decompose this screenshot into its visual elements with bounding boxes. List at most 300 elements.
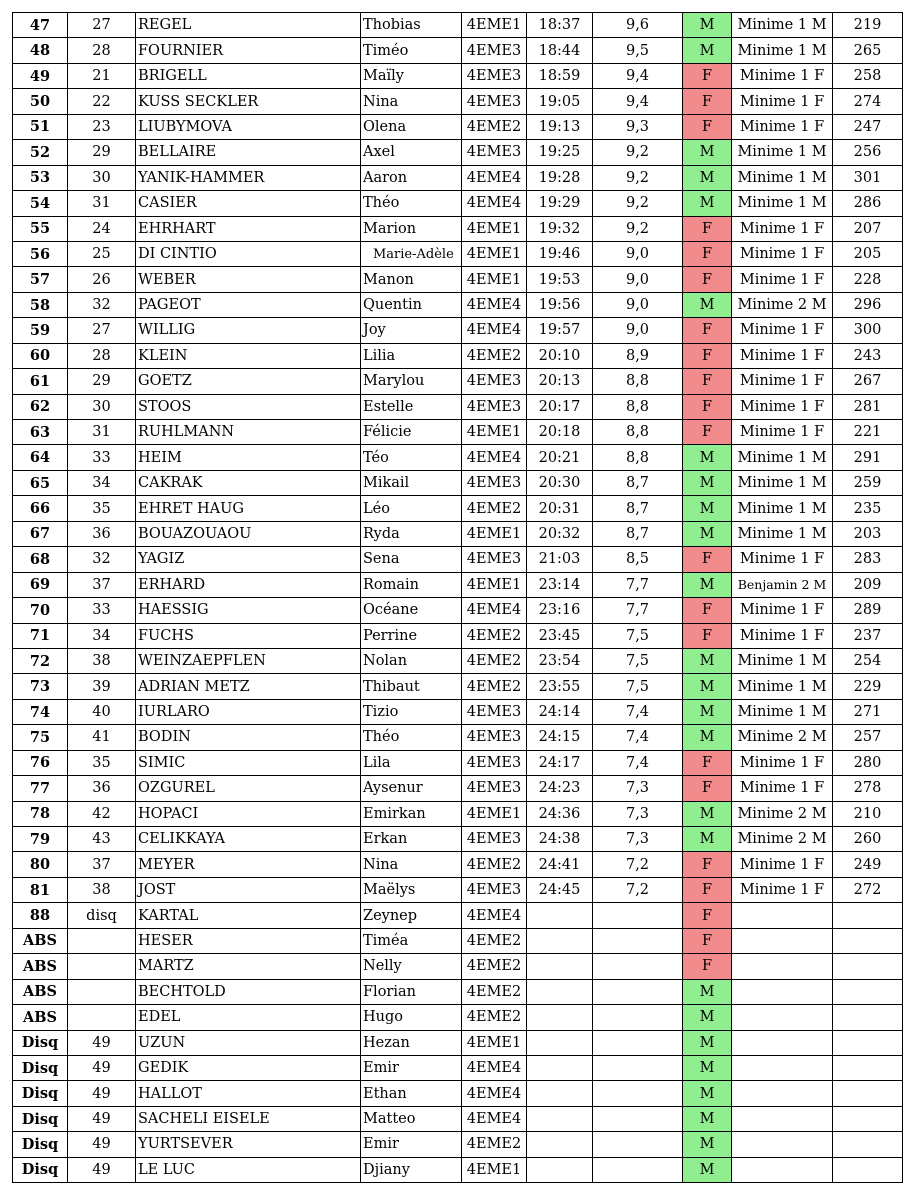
bib-number-cell: 207 [833, 216, 903, 241]
rank-cell: 78 [13, 801, 68, 826]
first-name-cell: Emirkan [361, 801, 462, 826]
speed-cell: 8,8 [593, 420, 683, 445]
category-cell: Minime 1 F [732, 267, 833, 292]
sex-cell: M [683, 1005, 732, 1030]
category-rank-cell: 49 [68, 1157, 136, 1182]
time-cell: 24:14 [527, 699, 593, 724]
last-name-cell: CASIER [136, 191, 361, 216]
first-name-cell: Thobias [361, 13, 462, 38]
class-cell: 4EME4 [462, 292, 527, 317]
sex-cell: M [683, 165, 732, 190]
sex-cell: F [683, 114, 732, 139]
bib-number-cell: 265 [833, 38, 903, 63]
last-name-cell: HALLOT [136, 1081, 361, 1106]
last-name-cell: ADRIAN METZ [136, 674, 361, 699]
speed-cell [593, 928, 683, 953]
first-name-cell: Aaron [361, 165, 462, 190]
category-cell: Minime 1 F [732, 216, 833, 241]
bib-number-cell [833, 1106, 903, 1131]
sex-cell: F [683, 877, 732, 902]
category-rank-cell: 49 [68, 1132, 136, 1157]
table-row [13, 801, 903, 826]
sex-cell: F [683, 318, 732, 343]
speed-cell: 8,8 [593, 369, 683, 394]
bib-number-cell: 257 [833, 725, 903, 750]
bib-number-cell: 278 [833, 776, 903, 801]
time-cell: 19:05 [527, 89, 593, 114]
class-cell: 4EME1 [462, 521, 527, 546]
last-name-cell: HESER [136, 928, 361, 953]
time-cell: 19:13 [527, 114, 593, 139]
sex-cell: F [683, 216, 732, 241]
category-cell [732, 1055, 833, 1080]
speed-cell: 8,8 [593, 445, 683, 470]
bib-number-cell: 229 [833, 674, 903, 699]
sex-cell: F [683, 89, 732, 114]
class-cell: 4EME4 [462, 445, 527, 470]
bib-number-cell: 283 [833, 547, 903, 572]
table-row [13, 292, 903, 317]
table-row [13, 394, 903, 419]
sex-cell: M [683, 292, 732, 317]
first-name-cell: Ryda [361, 521, 462, 546]
class-cell: 4EME1 [462, 216, 527, 241]
category-cell: Minime 1 F [732, 776, 833, 801]
speed-cell: 7,5 [593, 648, 683, 673]
speed-cell: 7,7 [593, 572, 683, 597]
rank-cell: Disq [13, 1055, 68, 1080]
category-rank-cell: 42 [68, 801, 136, 826]
time-cell: 19:56 [527, 292, 593, 317]
rank-cell: ABS [13, 1005, 68, 1030]
class-cell: 4EME3 [462, 827, 527, 852]
bib-number-cell: 286 [833, 191, 903, 216]
category-rank-cell: 27 [68, 318, 136, 343]
table-row [13, 674, 903, 699]
table-row [13, 903, 903, 928]
time-cell: 19:32 [527, 216, 593, 241]
table-row [13, 1081, 903, 1106]
bib-number-cell [833, 1055, 903, 1080]
first-name-cell: Erkan [361, 827, 462, 852]
rank-cell: 80 [13, 852, 68, 877]
first-name-cell: Lilia [361, 343, 462, 368]
class-cell: 4EME4 [462, 191, 527, 216]
rank-cell: 58 [13, 292, 68, 317]
rank-cell: 60 [13, 343, 68, 368]
bib-number-cell: 243 [833, 343, 903, 368]
category-cell [732, 928, 833, 953]
sex-cell: M [683, 801, 732, 826]
category-cell: Minime 1 M [732, 38, 833, 63]
category-rank-cell: 24 [68, 216, 136, 241]
class-cell: 4EME3 [462, 89, 527, 114]
bib-number-cell: 258 [833, 63, 903, 88]
time-cell [527, 1030, 593, 1055]
speed-cell [593, 1081, 683, 1106]
speed-cell: 8,9 [593, 343, 683, 368]
bib-number-cell [833, 1081, 903, 1106]
first-name-cell: Mikail [361, 470, 462, 495]
rank-cell: 67 [13, 521, 68, 546]
category-rank-cell [68, 928, 136, 953]
time-cell [527, 1005, 593, 1030]
category-cell: Minime 2 M [732, 292, 833, 317]
first-name-cell: Nolan [361, 648, 462, 673]
table-row [13, 114, 903, 139]
last-name-cell: LE LUC [136, 1157, 361, 1182]
sex-cell: M [683, 827, 732, 852]
bib-number-cell: 274 [833, 89, 903, 114]
table-row [13, 191, 903, 216]
table-row [13, 725, 903, 750]
table-row [13, 343, 903, 368]
category-rank-cell: 29 [68, 369, 136, 394]
category-rank-cell: 39 [68, 674, 136, 699]
table-row [13, 140, 903, 165]
last-name-cell: EHRET HAUG [136, 496, 361, 521]
last-name-cell: YANIK-HAMMER [136, 165, 361, 190]
category-cell: Minime 1 F [732, 598, 833, 623]
category-rank-cell: 49 [68, 1081, 136, 1106]
class-cell: 4EME1 [462, 1030, 527, 1055]
category-cell [732, 954, 833, 979]
speed-cell: 9,6 [593, 13, 683, 38]
first-name-cell: Estelle [361, 394, 462, 419]
table-row [13, 750, 903, 775]
category-rank-cell: 31 [68, 420, 136, 445]
speed-cell: 9,2 [593, 140, 683, 165]
category-rank-cell [68, 1005, 136, 1030]
category-cell: Minime 1 M [732, 191, 833, 216]
category-cell: Minime 1 F [732, 750, 833, 775]
category-cell: Minime 2 M [732, 827, 833, 852]
speed-cell [593, 1055, 683, 1080]
category-rank-cell: 30 [68, 394, 136, 419]
category-rank-cell: 43 [68, 827, 136, 852]
class-cell: 4EME4 [462, 598, 527, 623]
time-cell [527, 1055, 593, 1080]
category-rank-cell: 21 [68, 63, 136, 88]
table-row [13, 241, 903, 266]
speed-cell: 9,0 [593, 292, 683, 317]
class-cell: 4EME3 [462, 63, 527, 88]
first-name-cell: Océane [361, 598, 462, 623]
sex-cell: M [683, 1157, 732, 1182]
time-cell: 24:15 [527, 725, 593, 750]
class-cell: 4EME4 [462, 165, 527, 190]
sex-cell: M [683, 38, 732, 63]
category-cell: Benjamin 2 M [732, 572, 833, 597]
time-cell: 20:13 [527, 369, 593, 394]
first-name-cell: Maëlys [361, 877, 462, 902]
bib-number-cell [833, 954, 903, 979]
table-row [13, 267, 903, 292]
last-name-cell: PAGEOT [136, 292, 361, 317]
first-name-cell: Tizio [361, 699, 462, 724]
last-name-cell: BODIN [136, 725, 361, 750]
first-name-cell: Emir [361, 1055, 462, 1080]
class-cell: 4EME3 [462, 369, 527, 394]
sex-cell: F [683, 394, 732, 419]
category-cell: Minime 1 M [732, 445, 833, 470]
table-row [13, 318, 903, 343]
category-cell: Minime 1 M [732, 470, 833, 495]
rank-cell: 70 [13, 598, 68, 623]
table-row [13, 445, 903, 470]
last-name-cell: KLEIN [136, 343, 361, 368]
category-rank-cell: 49 [68, 1055, 136, 1080]
category-rank-cell: 34 [68, 623, 136, 648]
sex-cell: M [683, 572, 732, 597]
class-cell: 4EME3 [462, 38, 527, 63]
sex-cell: M [683, 1132, 732, 1157]
time-cell: 19:29 [527, 191, 593, 216]
rank-cell: 76 [13, 750, 68, 775]
time-cell [527, 954, 593, 979]
table-row [13, 216, 903, 241]
rank-cell: 74 [13, 699, 68, 724]
class-cell: 4EME1 [462, 267, 527, 292]
sex-cell: F [683, 598, 732, 623]
bib-number-cell: 209 [833, 572, 903, 597]
last-name-cell: KARTAL [136, 903, 361, 928]
last-name-cell: UZUN [136, 1030, 361, 1055]
speed-cell [593, 1030, 683, 1055]
time-cell: 19:57 [527, 318, 593, 343]
class-cell: 4EME3 [462, 394, 527, 419]
category-rank-cell: 30 [68, 165, 136, 190]
first-name-cell: Félicie [361, 420, 462, 445]
sex-cell: F [683, 241, 732, 266]
class-cell: 4EME3 [462, 750, 527, 775]
last-name-cell: ERHARD [136, 572, 361, 597]
category-rank-cell: 26 [68, 267, 136, 292]
sex-cell: M [683, 1030, 732, 1055]
class-cell: 4EME1 [462, 572, 527, 597]
category-cell: Minime 1 F [732, 394, 833, 419]
category-cell: Minime 2 M [732, 725, 833, 750]
speed-cell: 9,0 [593, 241, 683, 266]
rank-cell: Disq [13, 1081, 68, 1106]
last-name-cell: WEBER [136, 267, 361, 292]
first-name-cell: Manon [361, 267, 462, 292]
rank-cell: 51 [13, 114, 68, 139]
first-name-cell: Zeynep [361, 903, 462, 928]
speed-cell: 9,3 [593, 114, 683, 139]
category-rank-cell: 37 [68, 572, 136, 597]
bib-number-cell: 210 [833, 801, 903, 826]
speed-cell: 9,2 [593, 165, 683, 190]
sex-cell: M [683, 699, 732, 724]
sex-cell: F [683, 420, 732, 445]
last-name-cell: KUSS SECKLER [136, 89, 361, 114]
speed-cell: 8,7 [593, 470, 683, 495]
sex-cell: M [683, 445, 732, 470]
category-cell: Minime 1 F [732, 63, 833, 88]
first-name-cell: Marie-Adèle [361, 241, 462, 266]
rank-cell: 47 [13, 13, 68, 38]
category-cell [732, 1081, 833, 1106]
category-rank-cell: 33 [68, 598, 136, 623]
category-cell [732, 1132, 833, 1157]
speed-cell: 9,4 [593, 63, 683, 88]
category-rank-cell: 38 [68, 877, 136, 902]
last-name-cell: MARTZ [136, 954, 361, 979]
last-name-cell: GEDIK [136, 1055, 361, 1080]
bib-number-cell [833, 928, 903, 953]
category-cell [732, 903, 833, 928]
class-cell: 4EME4 [462, 1081, 527, 1106]
time-cell: 20:31 [527, 496, 593, 521]
category-rank-cell: 27 [68, 13, 136, 38]
speed-cell: 7,7 [593, 598, 683, 623]
rank-cell: 55 [13, 216, 68, 241]
time-cell: 20:21 [527, 445, 593, 470]
sex-cell: M [683, 13, 732, 38]
table-row [13, 420, 903, 445]
sex-cell: F [683, 343, 732, 368]
sex-cell: F [683, 954, 732, 979]
class-cell: 4EME2 [462, 623, 527, 648]
time-cell: 18:59 [527, 63, 593, 88]
class-cell: 4EME4 [462, 318, 527, 343]
bib-number-cell [833, 1005, 903, 1030]
class-cell: 4EME2 [462, 496, 527, 521]
class-cell: 4EME2 [462, 852, 527, 877]
first-name-cell: Romain [361, 572, 462, 597]
speed-cell: 7,3 [593, 801, 683, 826]
first-name-cell: Téo [361, 445, 462, 470]
category-cell: Minime 1 F [732, 877, 833, 902]
bib-number-cell: 259 [833, 470, 903, 495]
rank-cell: 75 [13, 725, 68, 750]
time-cell [527, 903, 593, 928]
time-cell: 18:44 [527, 38, 593, 63]
speed-cell: 8,7 [593, 521, 683, 546]
results-table [12, 12, 903, 1183]
first-name-cell: Joy [361, 318, 462, 343]
category-cell: Minime 1 F [732, 369, 833, 394]
class-cell: 4EME2 [462, 648, 527, 673]
category-rank-cell: 32 [68, 292, 136, 317]
table-row [13, 776, 903, 801]
rank-cell: 71 [13, 623, 68, 648]
time-cell: 24:38 [527, 827, 593, 852]
time-cell [527, 1106, 593, 1131]
last-name-cell: IURLARO [136, 699, 361, 724]
speed-cell: 7,2 [593, 852, 683, 877]
speed-cell: 7,4 [593, 699, 683, 724]
time-cell [527, 1157, 593, 1182]
sex-cell: F [683, 776, 732, 801]
class-cell: 4EME2 [462, 343, 527, 368]
table-row [13, 496, 903, 521]
category-rank-cell: 22 [68, 89, 136, 114]
class-cell: 4EME3 [462, 699, 527, 724]
time-cell: 19:28 [527, 165, 593, 190]
sex-cell: M [683, 1106, 732, 1131]
speed-cell: 8,5 [593, 547, 683, 572]
last-name-cell: DI CINTIO [136, 241, 361, 266]
last-name-cell: BECHTOLD [136, 979, 361, 1004]
last-name-cell: OZGUREL [136, 776, 361, 801]
table-row [13, 598, 903, 623]
first-name-cell: Djiany [361, 1157, 462, 1182]
table-row [13, 827, 903, 852]
first-name-cell: Quentin [361, 292, 462, 317]
category-rank-cell: 32 [68, 547, 136, 572]
category-cell: Minime 1 F [732, 241, 833, 266]
table-row [13, 852, 903, 877]
class-cell: 4EME1 [462, 801, 527, 826]
last-name-cell: WEINZAEPFLEN [136, 648, 361, 673]
bib-number-cell: 203 [833, 521, 903, 546]
first-name-cell: Emir [361, 1132, 462, 1157]
rank-cell: ABS [13, 954, 68, 979]
last-name-cell: HOPACI [136, 801, 361, 826]
bib-number-cell: 237 [833, 623, 903, 648]
rank-cell: 81 [13, 877, 68, 902]
category-rank-cell: 34 [68, 470, 136, 495]
category-rank-cell: 38 [68, 648, 136, 673]
class-cell: 4EME3 [462, 725, 527, 750]
bib-number-cell: 267 [833, 369, 903, 394]
category-cell: Minime 1 M [732, 674, 833, 699]
bib-number-cell: 256 [833, 140, 903, 165]
first-name-cell: Marylou [361, 369, 462, 394]
time-cell: 24:36 [527, 801, 593, 826]
speed-cell [593, 1106, 683, 1131]
category-cell [732, 979, 833, 1004]
category-cell: Minime 1 F [732, 852, 833, 877]
rank-cell: 56 [13, 241, 68, 266]
speed-cell: 9,2 [593, 216, 683, 241]
table-row [13, 979, 903, 1004]
sex-cell: M [683, 979, 732, 1004]
category-rank-cell: 36 [68, 521, 136, 546]
sex-cell: M [683, 521, 732, 546]
category-cell: Minime 1 F [732, 623, 833, 648]
last-name-cell: SACHELI EISELE [136, 1106, 361, 1131]
first-name-cell: Nina [361, 89, 462, 114]
first-name-cell: Perrine [361, 623, 462, 648]
bib-number-cell: 272 [833, 877, 903, 902]
category-cell: Minime 1 M [732, 699, 833, 724]
time-cell: 24:17 [527, 750, 593, 775]
class-cell: 4EME1 [462, 420, 527, 445]
speed-cell [593, 954, 683, 979]
first-name-cell: Thibaut [361, 674, 462, 699]
last-name-cell: WILLIG [136, 318, 361, 343]
class-cell: 4EME3 [462, 547, 527, 572]
bib-number-cell: 221 [833, 420, 903, 445]
time-cell: 19:53 [527, 267, 593, 292]
last-name-cell: SIMIC [136, 750, 361, 775]
time-cell: 24:45 [527, 877, 593, 902]
last-name-cell: GOETZ [136, 369, 361, 394]
time-cell [527, 1081, 593, 1106]
bib-number-cell [833, 1030, 903, 1055]
class-cell: 4EME3 [462, 140, 527, 165]
class-cell: 4EME2 [462, 928, 527, 953]
category-rank-cell: 25 [68, 241, 136, 266]
bib-number-cell: 296 [833, 292, 903, 317]
class-cell: 4EME2 [462, 1132, 527, 1157]
first-name-cell: Lila [361, 750, 462, 775]
table-row [13, 928, 903, 953]
rank-cell: 69 [13, 572, 68, 597]
